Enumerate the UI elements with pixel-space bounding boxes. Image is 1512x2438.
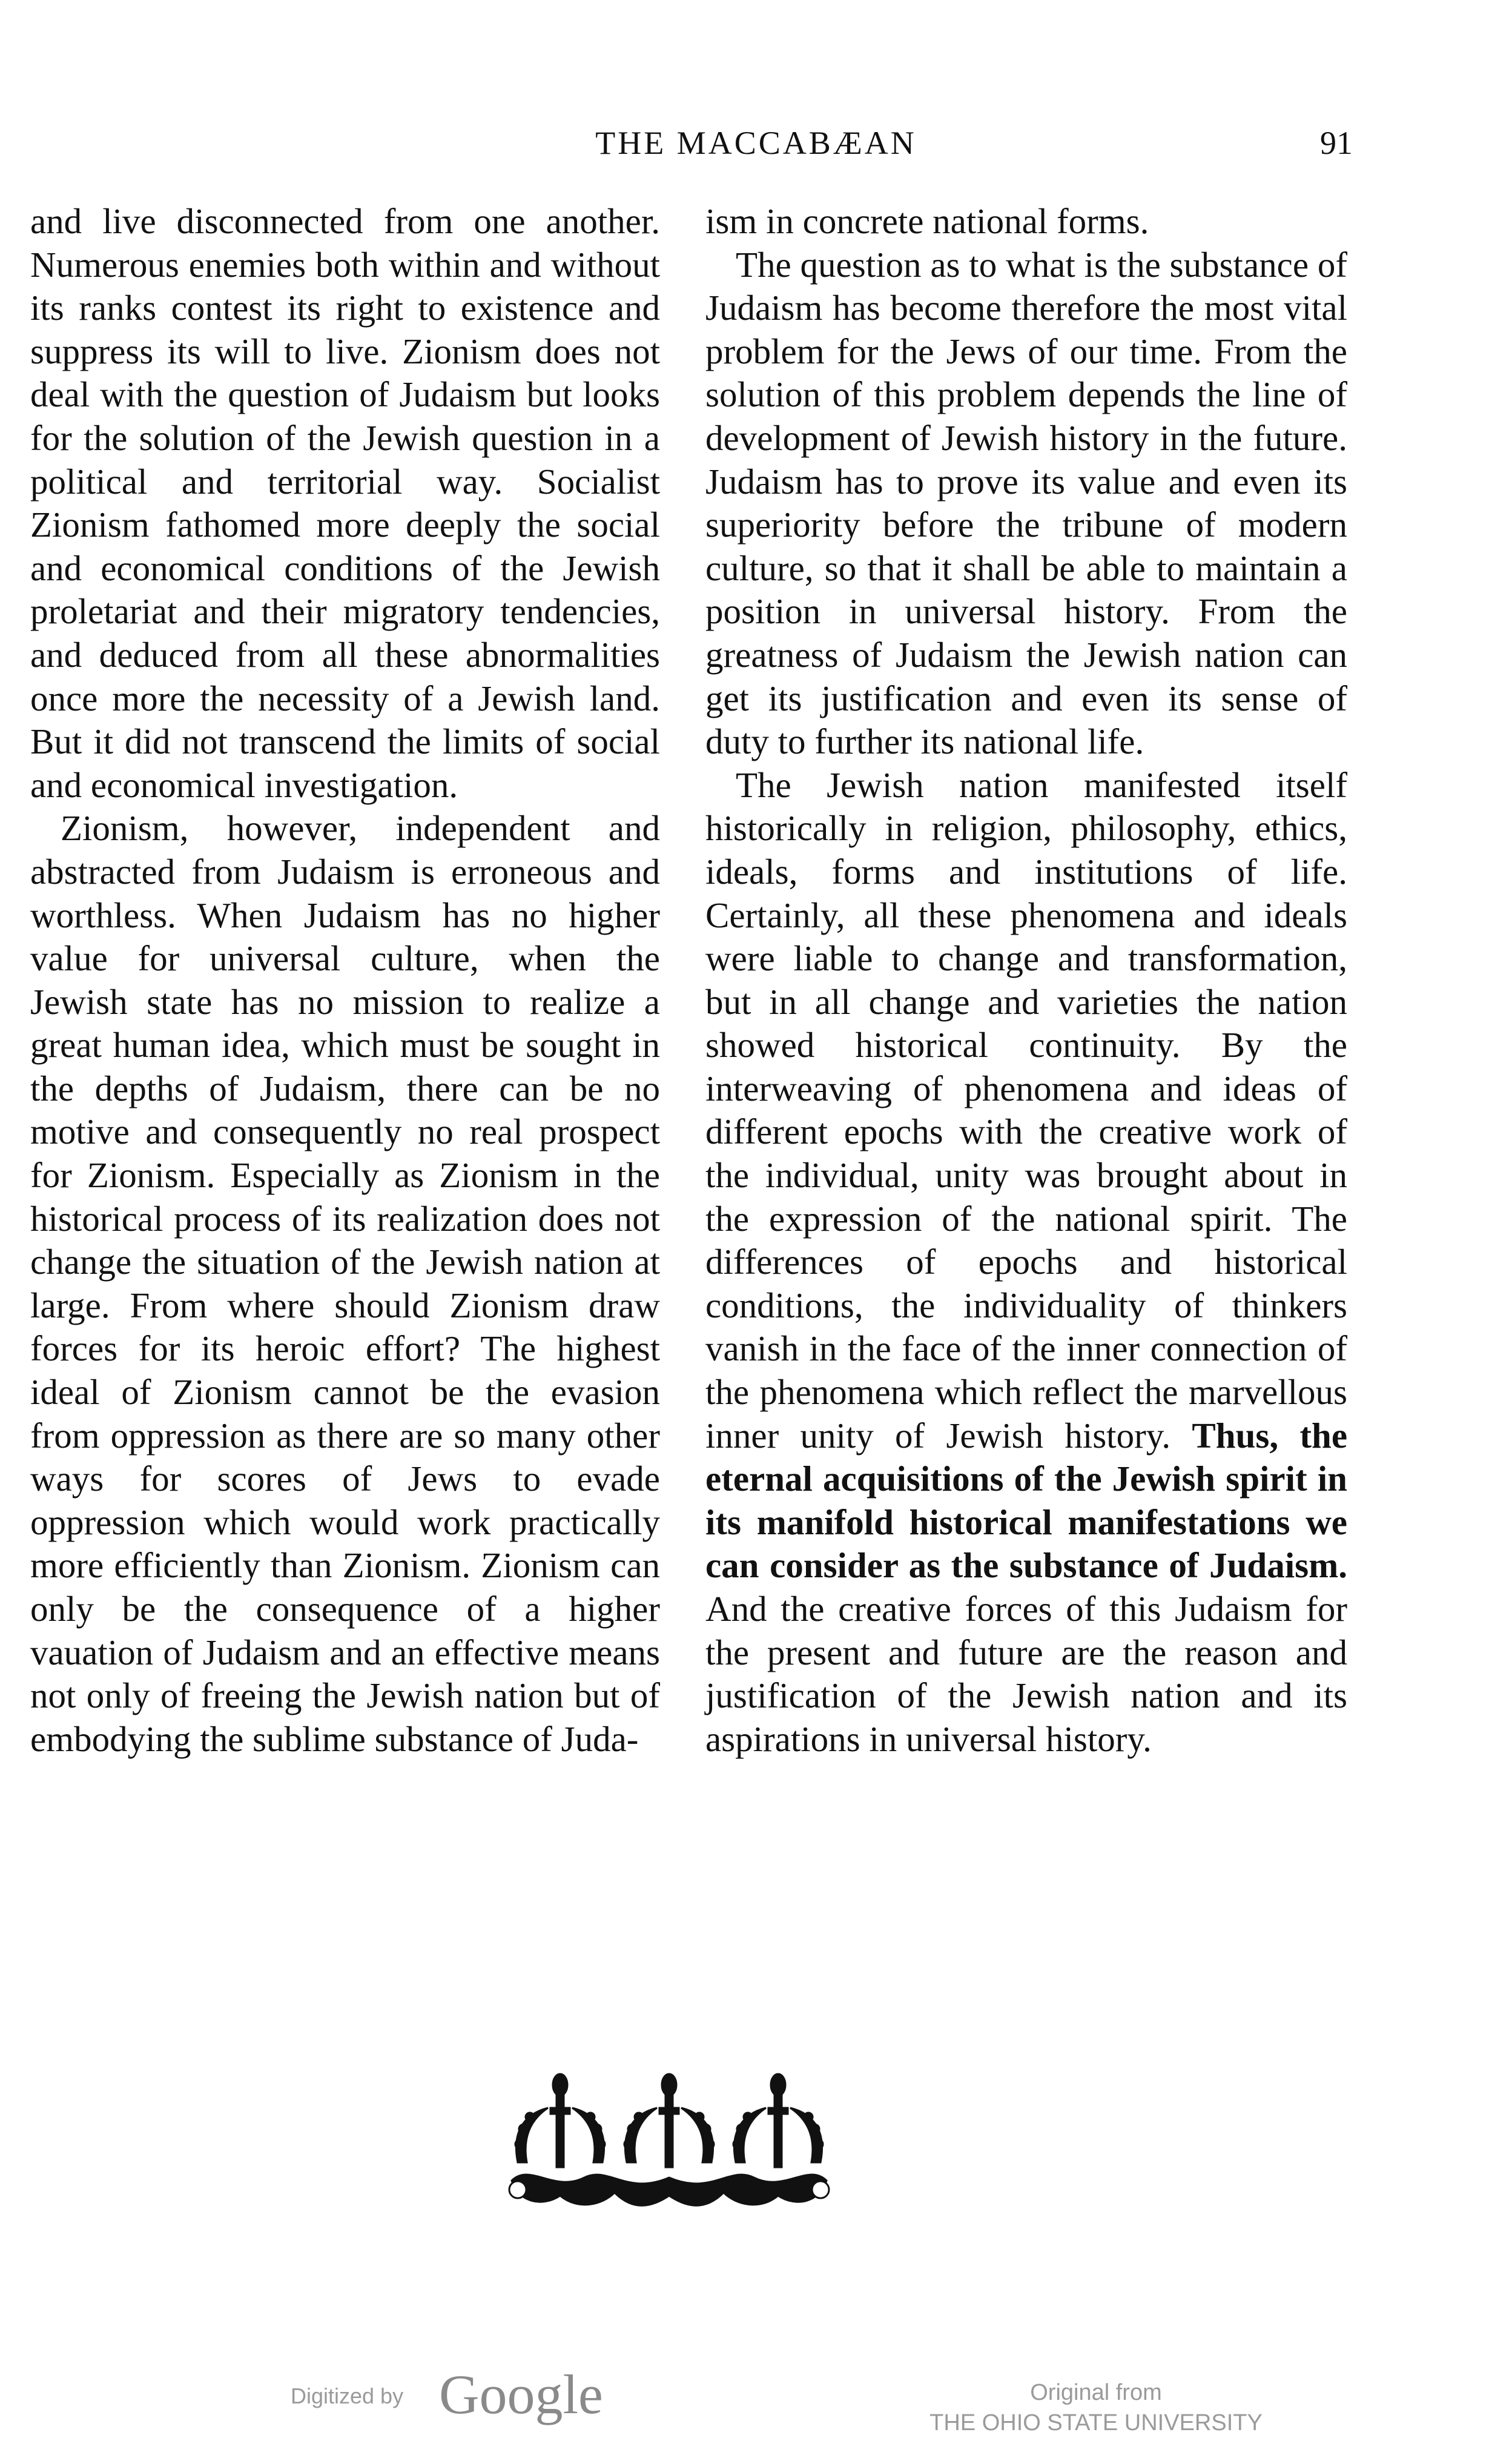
- digitized-by-label: Digitized by: [291, 2383, 404, 2408]
- left-column: [30, 200, 660, 1761]
- running-head: THE MACCABÆAN: [595, 125, 917, 161]
- menorah-wreath-ornament-icon: [506, 2072, 833, 2217]
- right-paragraph-2: The question as to what is the substance of Judaism has become therefore the most vital problem for the Jews of our time. From the solution of this problem depends the line of development of Jewish history in the future. Judaism has to prove its value and even its superiority before the tribune of modern culture, so that it shall be able to maintain a position in universal history. From the greatness of Judaism the Jewish nation can get its justification and even its sense of duty to further its national life.: [705, 244, 1347, 762]
- original-from-label: Original from: [1030, 2380, 1162, 2405]
- left-paragraph-2: Zionism, however, independent and abstracted from Judaism is erroneous and worthless. When Judaism has no higher value for universal culture, when the Jewish state has no mission to realize a great human idea, which must be sought in the depths of Judaism, there can be no motive and consequently no real prospect for Zionism. Especially as Zionism in the historical process of its realization does not change the situation of the Jewish nation at large. From where should Zionism draw forces for its heroic effort? The highest ideal of Zionism cannot be the evasion from oppression as there are so many other ways for scores of Jews to evade oppression which would work practically more efficiently than Zionism. Zionism can only be the consequence of a higher vauation of Judaism and an effective means not only of freeing the Jewish nation but of embodying the sublime substance of Juda-: [30, 808, 660, 1759]
- page-number: 91: [1320, 125, 1353, 161]
- google-wordmark: Google: [439, 2363, 603, 2425]
- left-paragraph-1: and live disconnected from one another. Numerous enemies both within and without its ranks contest its right to existence and suppress its will to live. Zionism does not deal with the question of Judaism but looks for the solution of the Jewish question in a political and territorial way. Socialist Zionism fathomed more deeply the social and economical conditions of the Jewish proletariat and their migratory tendencies, and deduced from all these abnormalities once more the necessity of a Jewish land. But it did not transcend the limits of social and economical investigation.: [30, 201, 660, 805]
- right-paragraph-1: ism in concrete national forms.: [705, 201, 1149, 241]
- institution-label: THE OHIO STATE UNIVERSITY: [929, 2410, 1263, 2436]
- right-paragraph-3-end: And the creative forces of this Judaism for the present and future are the reason and justification of the Jewish nation and its aspirations in universal history.: [705, 1589, 1347, 1759]
- right-column: [705, 200, 1347, 1761]
- right-paragraph-3: [705, 764, 1347, 1761]
- right-paragraph-3-start: The Jewish nation manifested itself historically in religion, philosophy, ethics, ideals, forms and institutions of life. Certainly, all these phenomena and ideals were liable to change and transformation, but in all change and varieties the nation showed historical continuity. By the interweaving of phenomena and ideas of different epochs with the creative work of the individual, unity was brought about in the expression of the national spirit. The differences of epochs and historical conditions, the individuality of thinkers vanish in the face of the inner connection of the phenomena which reflect the marvellous inner unity of Jewish history.: [705, 764, 1347, 1456]
- original-source-note: [884, 2377, 1308, 2438]
- right-paragraph-3-bold: Thus, the eternal acquisitions of the Jewish spirit in its manifold historical manifestations we can consider as the substance of Judaism.: [705, 1415, 1348, 1586]
